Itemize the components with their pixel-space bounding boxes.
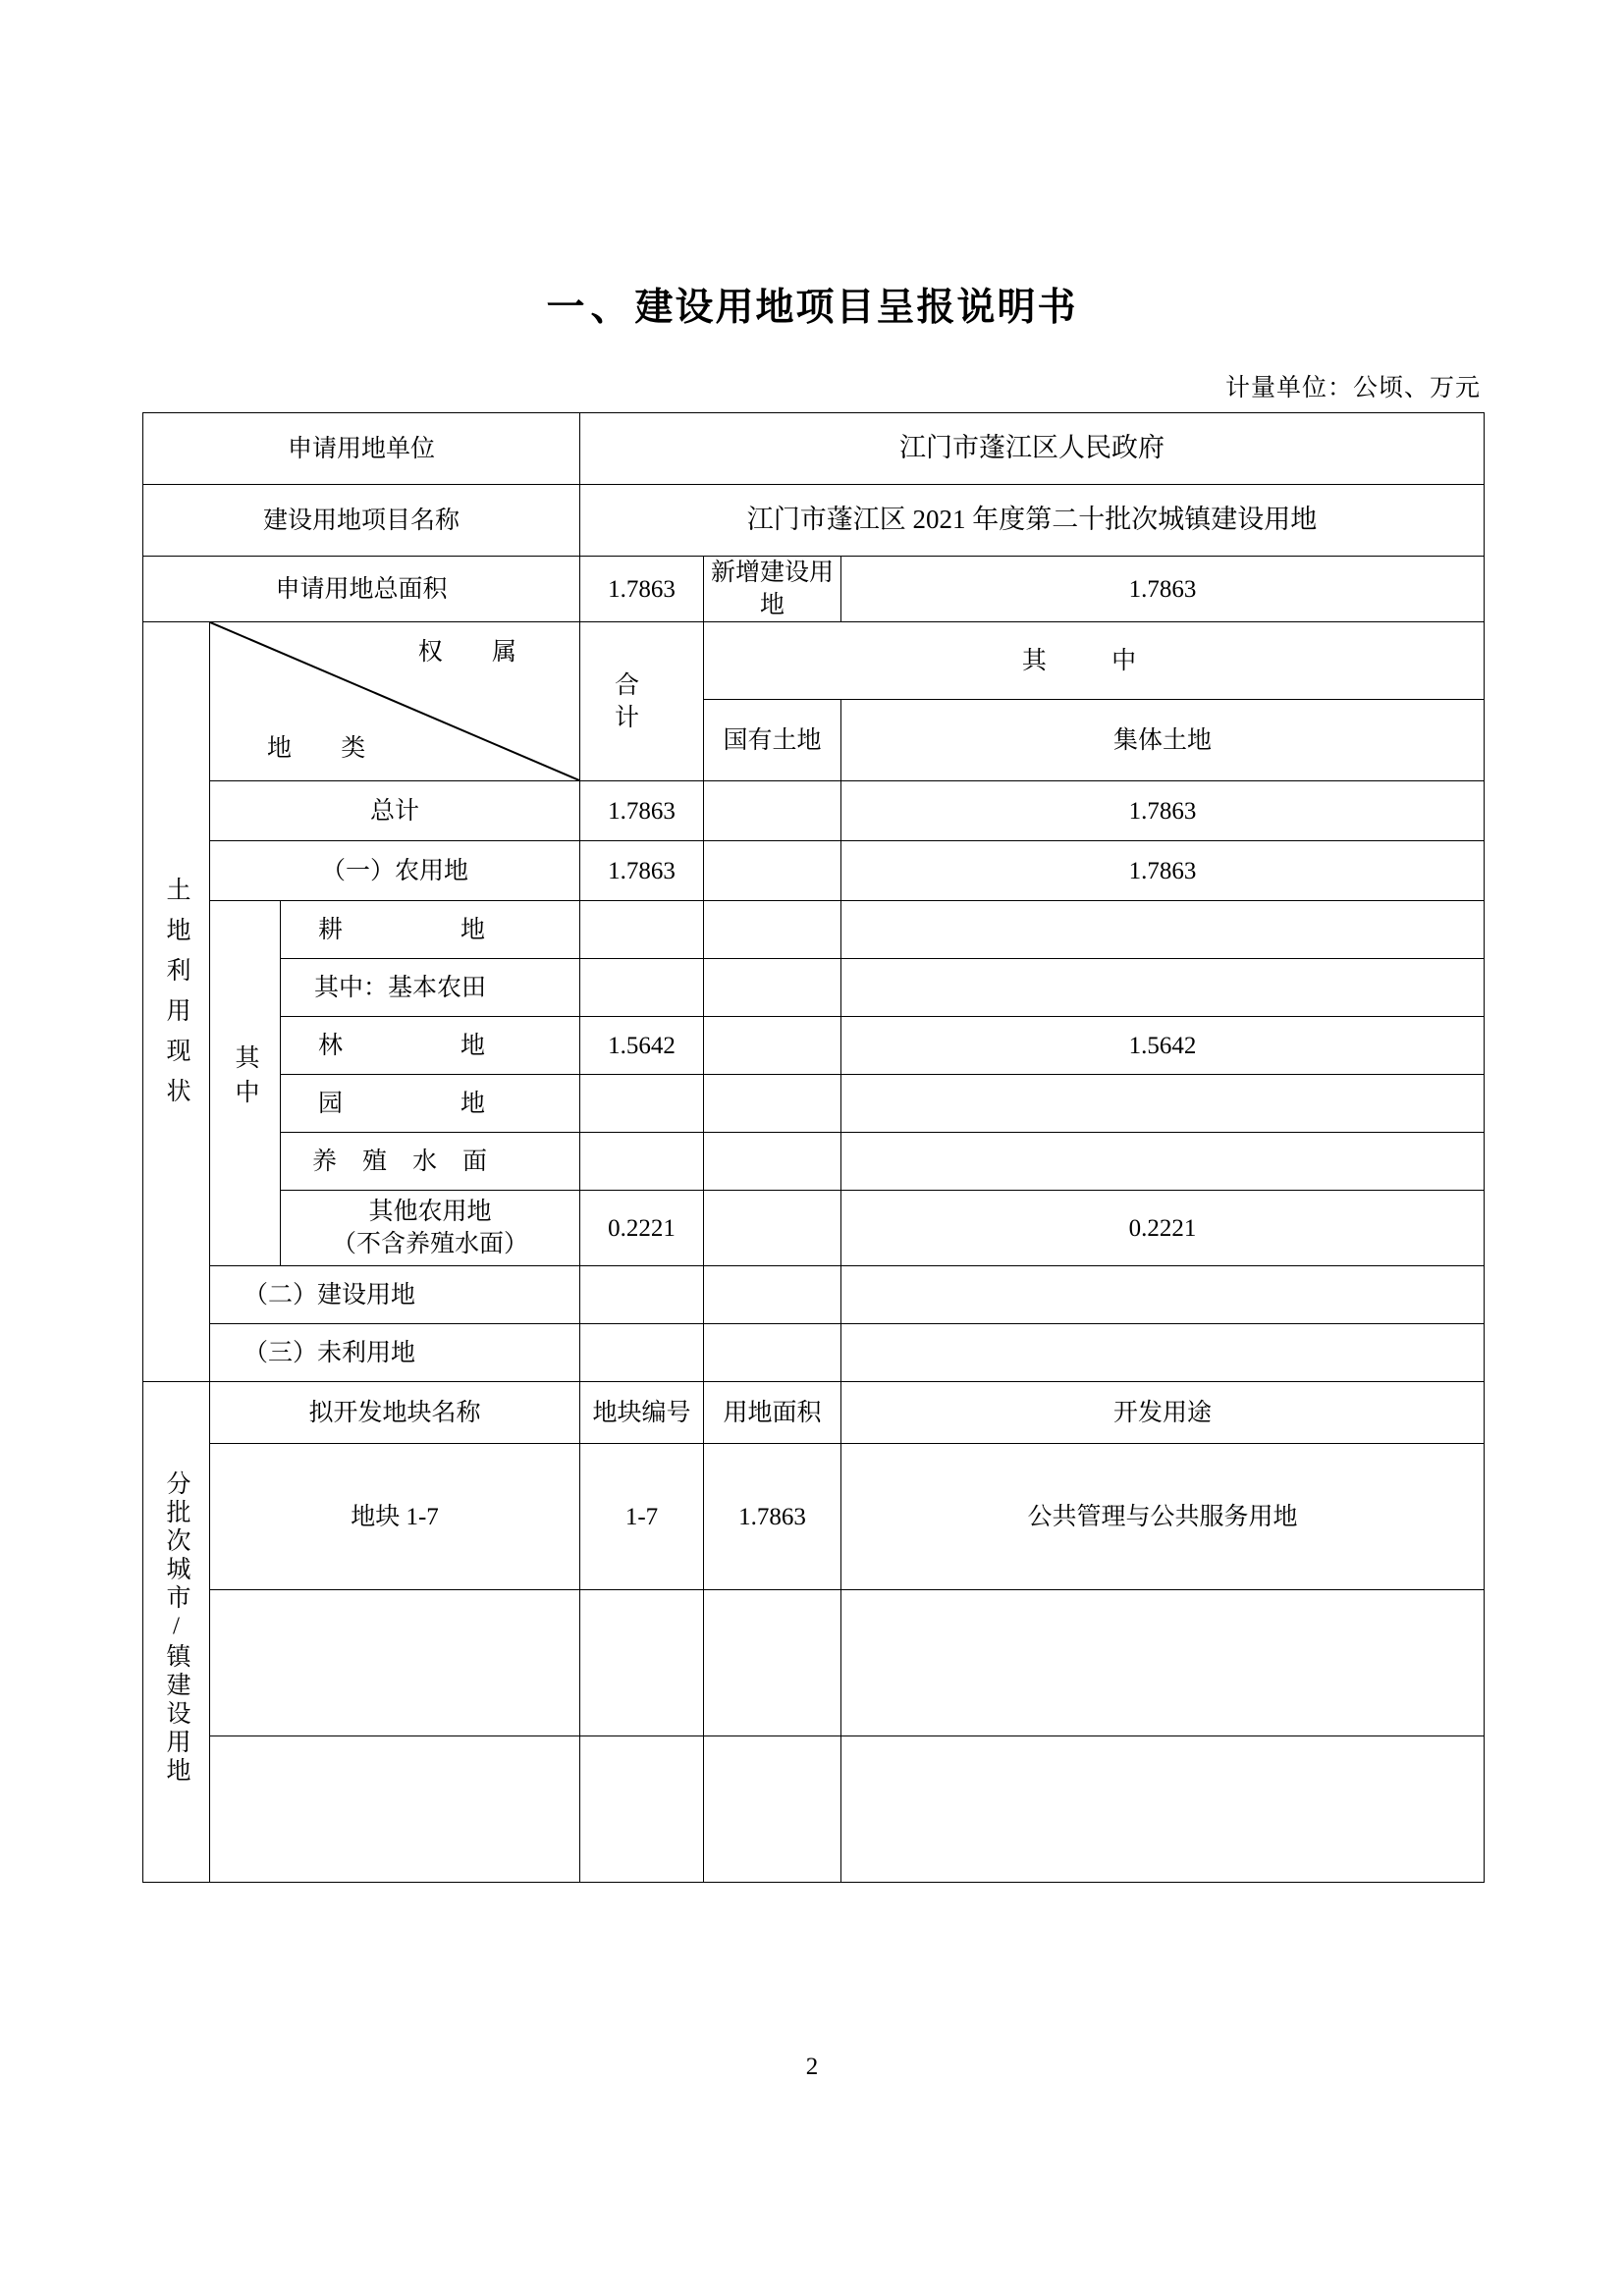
- cell-state-construction-land: [704, 1266, 841, 1324]
- new-construction-value: 1.7863: [841, 557, 1485, 622]
- row-label-garden-land: [281, 1075, 580, 1133]
- land-application-table: [142, 412, 1485, 1883]
- title-number: 一、: [546, 287, 635, 329]
- row-label-aquaculture-surface-text: 养 殖 水 面: [312, 1148, 488, 1175]
- column-header-total: 合 计: [580, 622, 704, 781]
- project-value: 江门市蓬江区 2021 年度第二十批次城镇建设用地: [580, 485, 1485, 557]
- new-construction-label: 新增建设用地: [704, 557, 841, 622]
- header-plot-name: 拟开发地块名称: [210, 1382, 580, 1444]
- land-status-section-label-cell: [143, 622, 210, 1382]
- cell-plot-area-1: 1.7863: [704, 1444, 841, 1590]
- cell-state-garden-land: [704, 1075, 841, 1133]
- row-label-construction-land-text: （二）建设用地: [244, 1281, 416, 1308]
- page-number: 2: [805, 2054, 819, 2080]
- ownership-header-label: 权 属: [417, 639, 539, 666]
- row-label-other-agri-line1: 其他农用地: [368, 1199, 492, 1225]
- cell-collective-unused-land: [841, 1324, 1485, 1382]
- table-row-grand-total: [143, 781, 1485, 841]
- cell-collective-agricultural-land: 1.7863: [841, 841, 1485, 901]
- table-row-garden-land: [143, 1075, 1485, 1133]
- applicant-label: 申请用地单位: [143, 413, 580, 485]
- table-row-aquaculture-surface: [143, 1133, 1485, 1191]
- row-label-unused-land: [210, 1324, 580, 1382]
- row-label-grand-total: 总计: [210, 781, 580, 841]
- cell-state-basic-farmland: [704, 959, 841, 1017]
- ownership-landtype-corner-cell: [210, 622, 580, 781]
- table-row-basic-farmland: [143, 959, 1485, 1017]
- row-label-unused-land-text: （三）未利用地: [244, 1339, 416, 1366]
- cell-total-basic-farmland: [580, 959, 704, 1017]
- cell-total-agricultural-land: 1.7863: [580, 841, 704, 901]
- among-sublabel-cell: [210, 901, 281, 1266]
- total-area-value: 1.7863: [580, 557, 704, 622]
- cell-total-cultivated-land: [580, 901, 704, 959]
- page-title: [0, 277, 1624, 332]
- title-text: 建设用地项目呈报说明书: [634, 287, 1078, 329]
- table-row-project: [143, 485, 1485, 557]
- cell-collective-garden-land: [841, 1075, 1485, 1133]
- cell-state-cultivated-land: [704, 901, 841, 959]
- total-area-label: 申请用地总面积: [143, 557, 580, 622]
- cell-plot-code-2: [580, 1590, 704, 1736]
- row-label-cultivated-land-text: 耕 地: [318, 916, 486, 943]
- among-sublabel: 其中: [232, 1044, 258, 1113]
- development-section-label-cell: [143, 1382, 210, 1883]
- column-header-among: 其 中: [704, 622, 1485, 700]
- row-label-forest-land-text: 林 地: [318, 1032, 486, 1059]
- table-row-development-1: [143, 1444, 1485, 1590]
- cell-plot-use-2: [841, 1590, 1485, 1736]
- cell-total-other-agricultural-land: 0.2221: [580, 1191, 704, 1266]
- cell-state-unused-land: [704, 1324, 841, 1382]
- cell-collective-forest-land: 1.5642: [841, 1017, 1485, 1075]
- cell-total-aquaculture-surface: [580, 1133, 704, 1191]
- cell-plot-code-3: [580, 1736, 704, 1883]
- row-label-other-agri-line2: （不含养殖水面）: [332, 1231, 529, 1257]
- cell-total-garden-land: [580, 1075, 704, 1133]
- cell-state-other-agricultural-land: [704, 1191, 841, 1266]
- cell-collective-cultivated-land: [841, 901, 1485, 959]
- cell-total-construction-land: [580, 1266, 704, 1324]
- cell-plot-area-3: [704, 1736, 841, 1883]
- cell-plot-code-1: 1-7: [580, 1444, 704, 1590]
- column-header-state-owned: 国有土地: [704, 700, 841, 781]
- table-row-unused-land: [143, 1324, 1485, 1382]
- cell-state-agricultural-land: [704, 841, 841, 901]
- cell-state-aquaculture-surface: [704, 1133, 841, 1191]
- table-row-development-2: [143, 1590, 1485, 1736]
- cell-collective-other-agricultural-land: 0.2221: [841, 1191, 1485, 1266]
- header-plot-code: 地块编号: [580, 1382, 704, 1444]
- development-section-label: 分批次城市/镇建设用地: [163, 1469, 189, 1786]
- row-label-other-agricultural-land: [281, 1191, 580, 1266]
- row-label-forest-land: [281, 1017, 580, 1075]
- cell-plot-use-1: 公共管理与公共服务用地: [841, 1444, 1485, 1590]
- cell-state-forest-land: [704, 1017, 841, 1075]
- header-plot-use: 开发用途: [841, 1382, 1485, 1444]
- cell-collective-basic-farmland: [841, 959, 1485, 1017]
- cell-collective-construction-land: [841, 1266, 1485, 1324]
- row-label-cultivated-land: [281, 901, 580, 959]
- row-label-garden-land-text: 园 地: [318, 1090, 486, 1117]
- table-row-other-agricultural-land: [143, 1191, 1485, 1266]
- cell-state-grand-total: [704, 781, 841, 841]
- landtype-header-label: 地 类: [267, 735, 388, 762]
- measurement-unit-note: 计量单位：公顷、万元: [1224, 375, 1481, 401]
- cell-total-forest-land: 1.5642: [580, 1017, 704, 1075]
- row-label-basic-farmland-text: 其中：基本农田: [314, 974, 487, 1001]
- column-header-collective: 集体土地: [841, 700, 1485, 781]
- table-row-development-headers: [143, 1382, 1485, 1444]
- table-row-development-3: [143, 1736, 1485, 1883]
- table-row-forest-land: [143, 1017, 1485, 1075]
- table-row-cultivated-land: [143, 901, 1485, 959]
- cell-plot-name-2: [210, 1590, 580, 1736]
- table-row-column-headers-top: [143, 622, 1485, 700]
- header-plot-area: 用地面积: [704, 1382, 841, 1444]
- row-label-agricultural-land: （一）农用地: [210, 841, 580, 901]
- cell-collective-grand-total: 1.7863: [841, 781, 1485, 841]
- applicant-value: 江门市蓬江区人民政府: [580, 413, 1485, 485]
- cell-collective-aquaculture-surface: [841, 1133, 1485, 1191]
- cell-total-grand-total: 1.7863: [580, 781, 704, 841]
- cell-plot-name-1: 地块 1-7: [210, 1444, 580, 1590]
- table-row-applicant: [143, 413, 1485, 485]
- row-label-construction-land: [210, 1266, 580, 1324]
- cell-plot-area-2: [704, 1590, 841, 1736]
- main-table-container: [142, 412, 1484, 1883]
- row-label-basic-farmland: [281, 959, 580, 1017]
- cell-total-unused-land: [580, 1324, 704, 1382]
- cell-plot-name-3: [210, 1736, 580, 1883]
- table-row-agricultural-land: [143, 841, 1485, 901]
- project-label: 建设用地项目名称: [143, 485, 580, 557]
- cell-plot-use-3: [841, 1736, 1485, 1883]
- table-row-total-area: [143, 557, 1485, 622]
- row-label-aquaculture-surface: [281, 1133, 580, 1191]
- table-row-construction-land: [143, 1266, 1485, 1324]
- land-status-section-label: 土地利用现状: [163, 877, 189, 1118]
